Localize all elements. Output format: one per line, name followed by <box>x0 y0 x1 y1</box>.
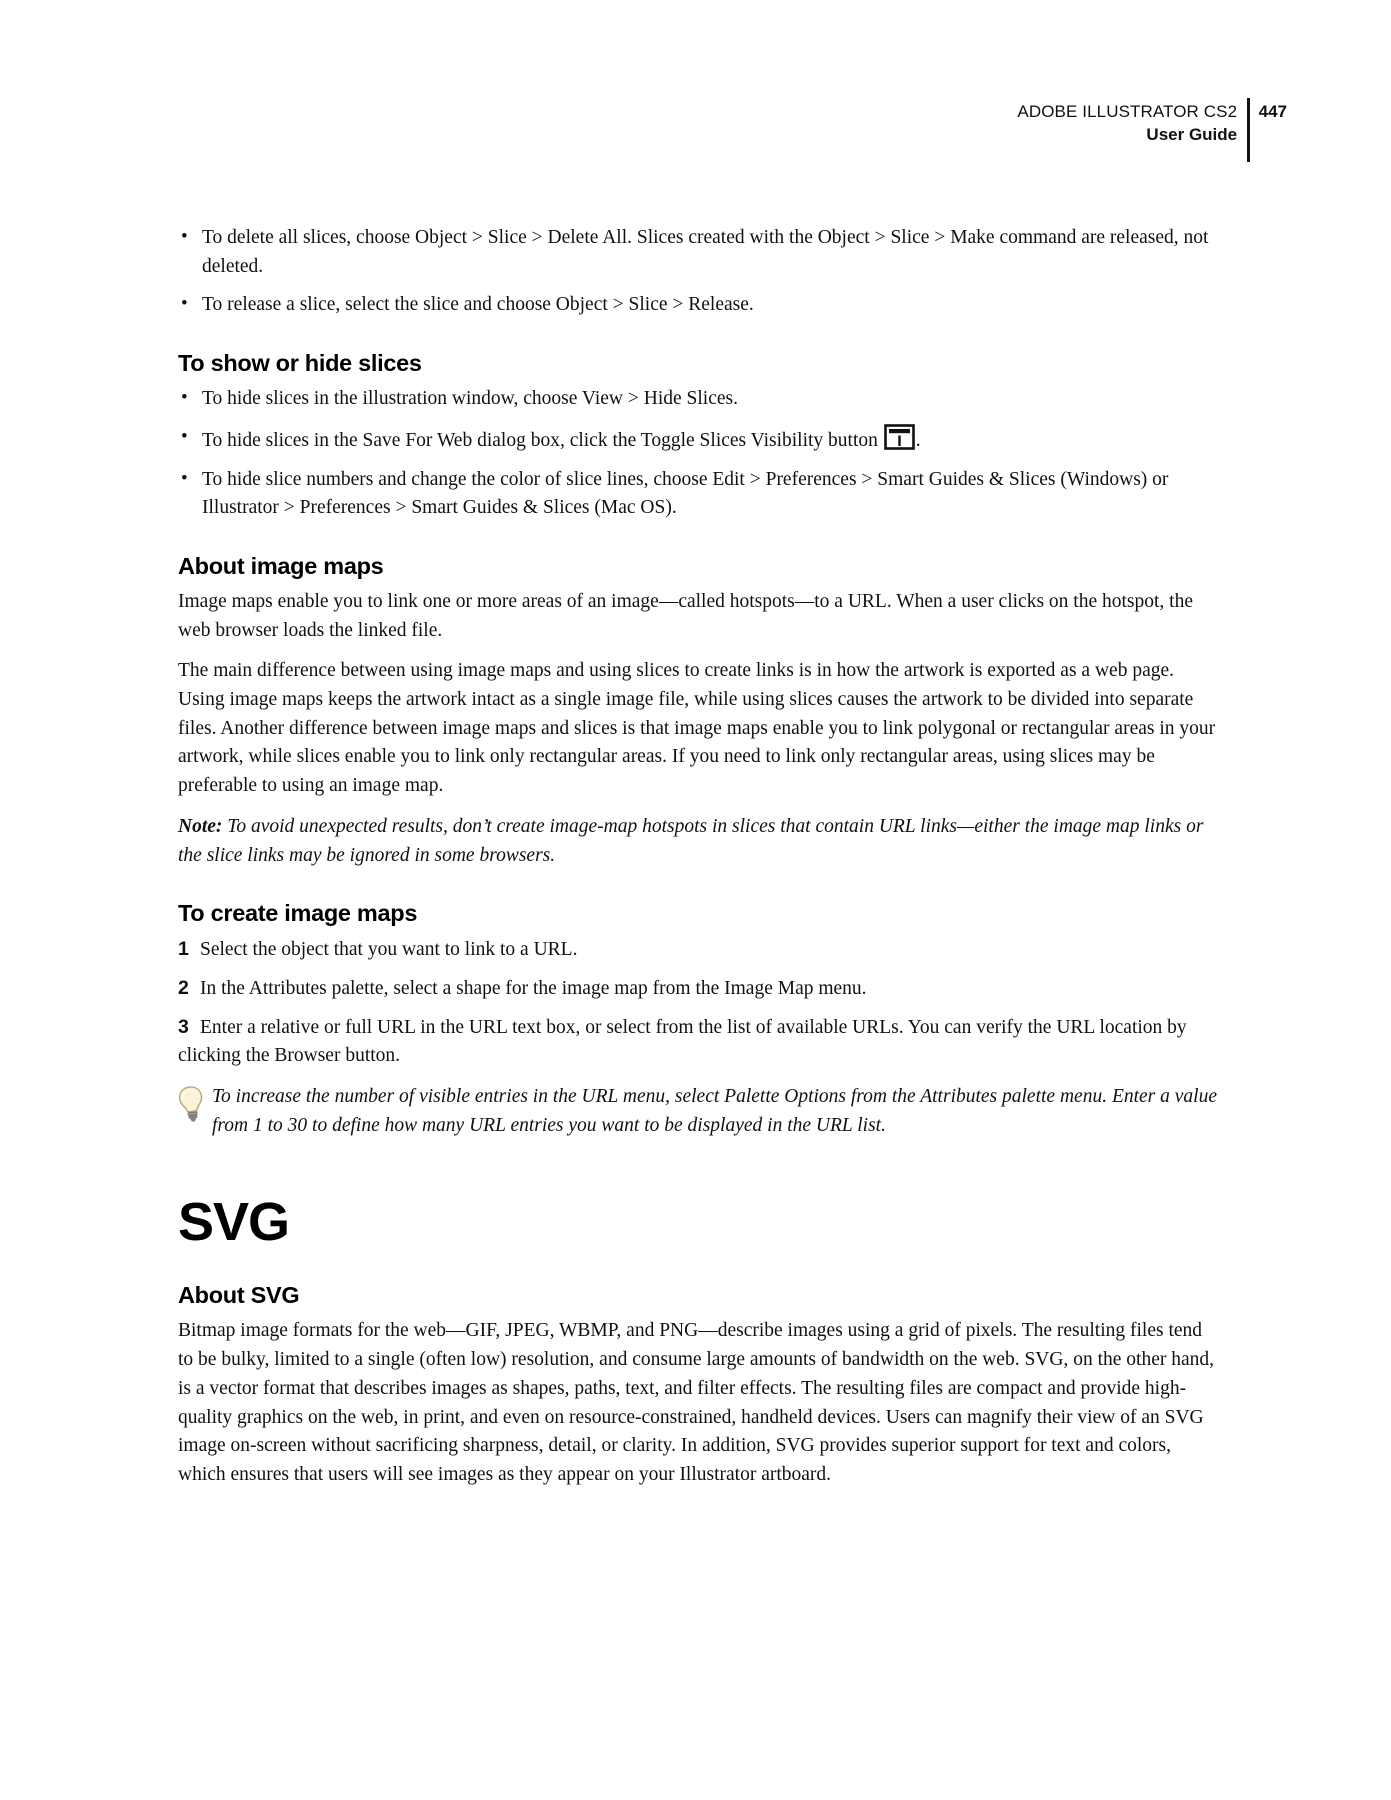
chapter-heading-svg: SVG <box>178 1192 290 1253</box>
step-2 <box>178 974 1218 1004</box>
tip-text: To increase the number of visible entries in the URL menu, select Palette Options from the Attributes palette menu. Enter a value from 1 to 30 to define how many URL entries you want to be displayed in the URL list. <box>212 1086 1217 1136</box>
lightbulb-icon <box>178 1085 205 1125</box>
list-item-hide-illustration <box>178 385 1218 414</box>
bullet-text: To hide slices in the illustration window, choose View > Hide Slices. <box>202 388 738 410</box>
list-item-hide-slice-numbers <box>178 466 1218 523</box>
section-heading-about-image-maps: About image maps <box>178 552 384 579</box>
step-text: Enter a relative or full URL in the URL text box, or select from the list of available URLs. You can verify the URL location by clicking the Browser button. <box>178 1016 1187 1067</box>
slice-actions-list <box>178 224 1218 320</box>
step-text: Select the object that you want to link to a URL. <box>200 939 578 961</box>
header-text <box>1017 100 1237 162</box>
list-item-delete-slices <box>178 224 1218 281</box>
step-number: 3 <box>178 1015 189 1038</box>
bullet-text: To release a slice, select the slice and choose Object > Slice > Release. <box>202 294 754 316</box>
step-1 <box>178 935 1218 965</box>
toggle-slices-visibility-icon <box>884 424 915 450</box>
step-3 <box>178 1013 1218 1071</box>
list-item-hide-save-for-web <box>178 424 1218 456</box>
page-header <box>1017 100 1287 162</box>
bullet-text: . <box>915 429 921 451</box>
note-paragraph <box>178 813 1218 870</box>
note-label: Note: <box>178 815 223 837</box>
section-heading-create-image-maps: To create image maps <box>178 900 418 927</box>
step-text: In the Attributes palette, select a shape for the image map from the Image Map menu. <box>200 977 867 999</box>
create-image-maps-steps <box>178 935 1218 1071</box>
page-number: 447 <box>1258 102 1287 121</box>
tip-block <box>178 1083 1218 1140</box>
bullet-text: To delete all slices, choose Object > Slice > Delete All. Slices created with the Object > Slice > Make command are released, not deleted. <box>202 227 1209 277</box>
section-heading-about-svg: About SVG <box>178 1282 300 1309</box>
doc-title: ADOBE ILLUSTRATOR CS2 <box>1017 102 1238 121</box>
step-number: 2 <box>178 976 189 999</box>
section-heading-show-hide-slices: To show or hide slices <box>178 350 422 377</box>
doc-subtitle: User Guide <box>1146 125 1238 145</box>
header-divider <box>1247 98 1250 162</box>
list-item-release-slice <box>178 291 1218 320</box>
step-number: 1 <box>178 938 189 961</box>
paragraph-about-svg: Bitmap image formats for the web—GIF, JPEG, WBMP, and PNG—describe images using a grid of pixels. The resulting files tend to be bulky, limited to a single (often low) resolution, and consume large amounts of bandwidth on the web. SVG, on the other hand, is a vector format that describes images as shapes, paths, text, and filter effects. The resulting files are compact and provide high-quality graphics on the web, in print, and even on resource-constrained, handheld devices. Users can magnify their view of an SVG image on-screen without sacrificing sharpness, detail, or clarity. In addition, SVG provides superior support for text and colors, which ensures that users will see images as they appear on your Illustrator artboard. <box>178 1320 1215 1485</box>
show-hide-slices-list <box>178 385 1218 523</box>
bullet-text: To hide slice numbers and change the color of slice lines, choose Edit > Preferences > Smart Guides & Slices (Windows) or Illustrator > Preferences > Smart Guides & Slices (Mac OS). <box>202 468 1169 519</box>
page-body <box>178 224 1218 1502</box>
paragraph-image-maps-difference: The main difference between using image maps and using slices to create links is in how the artwork is exported as a web page. Using image maps keeps the artwork intact as a single image file, while using slices causes the artwork to be divided into separate files. Another difference between image maps and slices is that image maps enable you to link polygonal or rectangular areas in your artwork, while slices enable you to link only rectangular areas. If you need to link only rectangular areas, using slices may be preferable to using an image map. <box>178 660 1216 797</box>
note-text: To avoid unexpected results, don’t create image-map hotspots in slices that contain URL links—either the image map links or the slice links may be ignored in some browsers. <box>178 815 1204 866</box>
bullet-text: To hide slices in the Save For Web dialog box, click the Toggle Slices Visibility button <box>202 429 878 451</box>
tip-icon-wrap <box>178 1083 212 1140</box>
paragraph-image-maps-intro: Image maps enable you to link one or more areas of an image—called hotspots—to a URL. When a user clicks on the hotspot, the web browser loads the linked file. <box>178 590 1193 641</box>
